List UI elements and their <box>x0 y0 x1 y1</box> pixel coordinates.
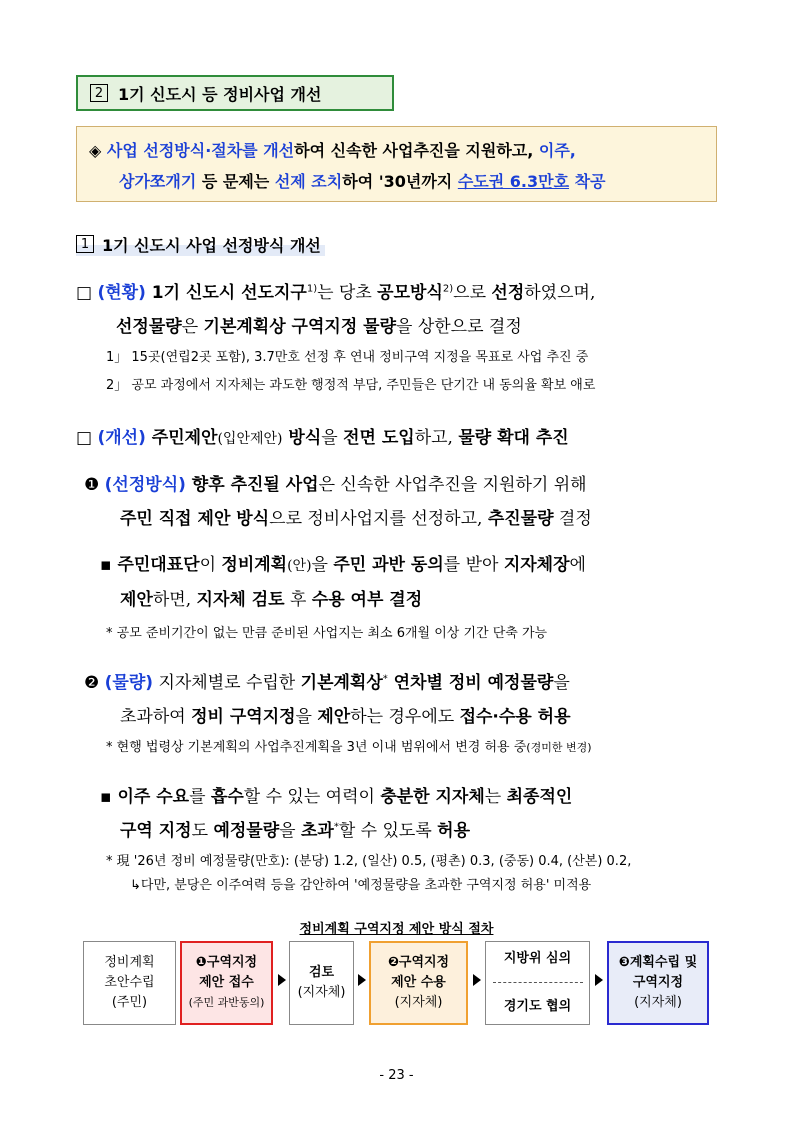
item1-marker: ❶ <box>84 475 100 495</box>
improve-paragraph <box>76 421 569 456</box>
status-text: 선정물량 <box>116 317 182 337</box>
item2-text: 정비 구역지정 <box>191 707 296 727</box>
item1-text: 주민 직접 제안 방식 <box>120 509 270 529</box>
flow-step-label: 제안 수용 <box>391 975 446 990</box>
item1-text: 주민 과반 동의 <box>333 555 444 575</box>
item2-text: 예정물량 <box>213 821 280 841</box>
section-title: 1기 신도시 등 정비사업 개선 <box>118 84 322 104</box>
improve-text: 물량 확대 추진 <box>458 428 569 448</box>
improve-tag: (개선) <box>97 428 146 448</box>
flow-step-label: 제안 접수 <box>199 975 254 990</box>
flow-step-label: (지자체) <box>297 985 346 1000</box>
subsection-header <box>76 232 325 256</box>
summary-line-1 <box>89 135 704 166</box>
flow-arrow <box>278 974 286 986</box>
flow-arrow <box>595 974 603 986</box>
footnote-1: 1」 15곳(연립2곳 포함), 3.7만호 선정 후 연내 정비구역 지정을 목표로 사업 추진 중 <box>106 350 589 365</box>
summary-text: 선제 조치 <box>274 172 343 191</box>
status-text: 으로 <box>453 283 492 303</box>
flow-step-label: 구역지정 <box>632 975 684 990</box>
status-text: 공모방식 <box>377 283 443 303</box>
summary-box <box>76 126 717 202</box>
summary-text: 상가쪼개기 <box>119 172 197 191</box>
item2-text: 할 수 있도록 <box>338 821 438 841</box>
status-tag: (현황) <box>97 283 146 303</box>
status-text: 기본계획상 구역지정 물량 <box>203 317 397 337</box>
flow-arrow <box>473 974 481 986</box>
item2-note-small: (경미한 변경) <box>526 741 592 754</box>
item1-text: 정비계획 <box>221 555 288 575</box>
flow-step-3 <box>289 941 354 1025</box>
summary-text: 등 문제는 <box>196 172 275 191</box>
footnote-ref: 2) <box>442 283 454 295</box>
improve-text: 전면 도입 <box>343 428 415 448</box>
flow-step-label: (지자체) <box>394 995 443 1010</box>
improve-text: 을 <box>321 428 344 448</box>
flow-step-label: ❸계획수립 및 <box>618 955 698 970</box>
item2-text: 구역 지정 <box>120 821 192 841</box>
item2-sub-paragraph <box>100 780 572 848</box>
status-text: 선정 <box>491 283 525 303</box>
item2-marker: ❷ <box>84 673 100 693</box>
summary-bullet: ◈ <box>89 141 102 160</box>
item1-text: 를 받아 <box>443 555 504 575</box>
item1-text: 수용 여부 결정 <box>311 590 423 610</box>
item1-paragraph <box>84 468 592 536</box>
footnote-2: 2」 공모 과정에서 지자체는 과도한 행정적 부담, 주민들은 단기간 내 동의율 확보 애로 <box>106 378 596 393</box>
item2-text: 제안 <box>317 707 351 727</box>
item2-text: 충분한 지자체 <box>380 787 485 807</box>
item2-note-3: ↳다만, 분당은 이주여력 등을 감안하여 '예정물량을 초과한 구역지정 허용' 미적용 <box>130 878 592 893</box>
item2-paragraph <box>84 666 571 734</box>
item1-text: 후 <box>284 590 312 610</box>
section-number: 2 <box>90 84 108 102</box>
summary-text: 사업 선정방식·절차를 개선 <box>106 141 295 160</box>
item1-text: 하면, <box>152 590 197 610</box>
subsection-title: 1기 신도시 사업 선정방식 개선 <box>102 235 321 255</box>
item1-text: 은 신속한 사업추진을 지원하기 위해 <box>318 475 587 495</box>
item1-text: 주민대표단 <box>111 555 200 575</box>
status-text: 1기 신도시 선도지구 <box>145 283 307 303</box>
item1-text: 추진물량 <box>487 509 554 529</box>
item2-text: 초과 <box>300 821 334 841</box>
item2-text: 이주 수요 <box>111 787 190 807</box>
improve-text: 주민제안 <box>145 428 218 448</box>
item1-text: 지자체 검토 <box>196 590 285 610</box>
status-paragraph <box>76 276 736 344</box>
item2-text: 허용 <box>437 821 471 841</box>
item1-text: 이 <box>199 555 222 575</box>
item2-text: 연차별 정비 예정물량 <box>387 673 554 693</box>
flow-step-2 <box>180 941 273 1025</box>
status-text: 는 당초 <box>317 283 378 303</box>
flow-step-1 <box>83 941 176 1025</box>
item2-text: 를 <box>189 787 211 807</box>
flow-arrow <box>358 974 366 986</box>
flow-step-5 <box>485 941 590 1025</box>
status-text: 을 상한으로 결정 <box>396 317 522 337</box>
item2-text: 하는 경우에도 <box>350 707 460 727</box>
item2-text: 지자체별로 수립한 <box>153 673 301 693</box>
divider <box>493 982 583 983</box>
flow-step-label: ❷구역지정 <box>387 955 450 970</box>
item1-text: 지자체장 <box>503 555 570 575</box>
bullet-dot: ▪ <box>100 787 112 807</box>
item2-text: 을 <box>553 673 570 693</box>
status-text: 은 <box>181 317 204 337</box>
item2-text: 접수·수용 허용 <box>459 707 571 727</box>
item2-tag: (물량) <box>104 673 154 693</box>
flow-step-6 <box>607 941 709 1025</box>
summary-text: 수도권 6.3만호 <box>457 172 570 191</box>
flow-step-label: (주민 과반동의) <box>188 996 265 1009</box>
summary-text: 이주, <box>538 141 576 160</box>
item2-text: 도 <box>191 821 214 841</box>
subsection-number: 1 <box>76 235 94 253</box>
flow-step-label: 정비계획 <box>104 955 155 970</box>
item2-note-text: * 현행 법령상 기본계획의 사업추진계획을 3년 이내 범위에서 변경 허용 중 <box>106 740 527 755</box>
item1-text: 에 <box>569 555 586 575</box>
item1-tag: (선정방식) <box>104 475 186 495</box>
flow-step-label: ❶구역지정 <box>195 955 258 970</box>
section-header <box>76 75 394 111</box>
item1-text: 으로 정비사업지를 선정하고, <box>269 509 488 529</box>
flow-step-label: 초안수립 <box>104 975 155 990</box>
item1-text: 결정 <box>553 509 592 529</box>
status-text: 하였으며, <box>524 283 596 303</box>
flow-step-4 <box>369 941 468 1025</box>
item1-text: 을 <box>311 555 334 575</box>
flow-step-label: (지자체) <box>634 995 682 1010</box>
item2-text: 최종적인 <box>506 787 573 807</box>
item2-text: 할 수 있는 여력이 <box>243 787 381 807</box>
page-number: - 23 - <box>379 1068 414 1083</box>
flow-step-label: (주민) <box>111 995 148 1010</box>
item1-text: 향후 추진될 사업 <box>185 475 319 495</box>
item1-text: 제안 <box>120 590 153 610</box>
item2-text: 흡수 <box>210 787 244 807</box>
flow-title: 정비계획 구역지정 제안 방식 절차 <box>299 922 494 937</box>
item1-note: * 공모 준비기간이 없는 만큼 준비된 사업지는 최소 6개월 이상 기간 단축 가능 <box>106 626 548 641</box>
item2-note-2: * 現 '26년 정비 예정물량(만호): (분당) 1.2, (일산) 0.5, (평촌) 0.3, (중동) 0.4, (산본) 0.2, <box>106 854 632 869</box>
footnote-ref: * <box>333 821 339 833</box>
checkbox-glyph: □ <box>76 283 93 303</box>
item1-text: (안) <box>287 558 312 574</box>
item1-sub-paragraph <box>100 548 586 617</box>
item2-text: 기본계획상 <box>300 673 383 693</box>
improve-text: (입안제안) <box>217 431 283 447</box>
improve-text: 하고, <box>414 428 459 448</box>
item2-note <box>106 736 592 760</box>
flow-step-label: 지방위 심의 <box>503 950 572 966</box>
flow-step-label: 검토 <box>308 965 335 980</box>
item2-text: 을 <box>279 821 301 841</box>
summary-line-2 <box>89 166 704 197</box>
footnote-ref: * <box>382 673 388 685</box>
item2-text: 는 <box>484 787 507 807</box>
summary-text: 착공 <box>569 172 606 191</box>
summary-text: 하여 '30년까지 <box>342 172 458 191</box>
bullet-dot: ▪ <box>100 555 112 575</box>
item2-text: 을 <box>295 707 318 727</box>
checkbox-glyph: □ <box>76 428 93 448</box>
flow-step-label: 경기도 협의 <box>503 999 572 1015</box>
summary-text: 하여 신속한 사업추진을 지원하고, <box>294 141 539 160</box>
item2-text: 초과하여 <box>120 707 192 727</box>
improve-text: 방식 <box>282 428 322 448</box>
footnote-ref: 1) <box>306 283 318 295</box>
